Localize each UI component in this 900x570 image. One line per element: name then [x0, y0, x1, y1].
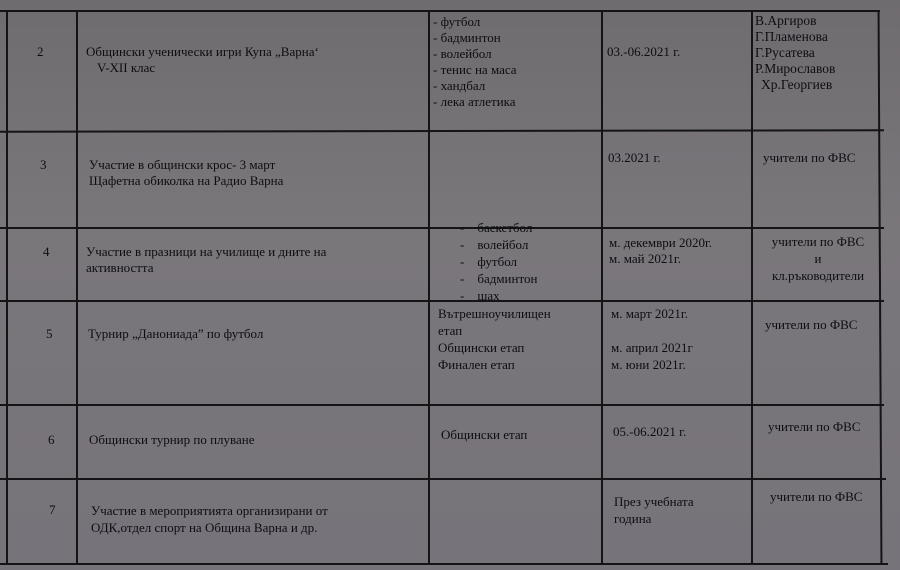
sport-item: - лека атлетика — [433, 94, 516, 109]
sports-cell: Общински етап — [441, 427, 528, 442]
date-line: м. март 2021г. — [611, 306, 689, 321]
event-cell — [86, 244, 326, 276]
sport-item: - тенис на маса — [433, 62, 517, 77]
column-divider — [428, 10, 430, 565]
sports-cell — [433, 14, 517, 110]
date-line: През учебната — [614, 494, 694, 509]
event-cell — [86, 44, 319, 76]
responsible-cell — [758, 233, 878, 284]
date-line: м. май 2021г. — [609, 251, 681, 266]
stage-line: етап — [438, 323, 463, 338]
sports-cell — [460, 219, 537, 304]
responsible-name: Г.Русатева — [755, 45, 815, 60]
date-line: м. декември 2020г. — [609, 235, 713, 250]
event-line: ОДК,отдел спорт на Община Варна и др. — [91, 520, 318, 535]
date-cell: 03.-06.2021 г. — [607, 44, 681, 59]
event-line: Общински ученически игри Купа „Варна‘ — [86, 44, 319, 59]
sport-item: - хандбал — [433, 78, 486, 93]
sports-cell — [438, 305, 551, 373]
event-cell — [91, 502, 328, 536]
event-line: V-XII клас — [97, 60, 156, 75]
date-line: година — [614, 511, 652, 526]
column-divider — [76, 10, 78, 565]
event-line: Участие в празници на училище и дните на — [86, 244, 327, 259]
date-line: м. април 2021г — [611, 340, 693, 355]
sport-item: - футбол — [433, 14, 481, 29]
table-border-bottom — [0, 563, 888, 565]
row-number: 3 — [40, 157, 47, 172]
row-number: 4 — [43, 244, 50, 259]
responsible-cell: учители по ФВС — [768, 419, 861, 434]
sport-item: - волейбол — [433, 46, 492, 61]
sport-item: - шах — [460, 288, 500, 303]
stage-line: Общински етап — [438, 340, 525, 355]
event-line: Участие в общински крос- 3 март — [89, 157, 276, 172]
event-cell: Турнир „Данониада” по футбол — [88, 326, 264, 341]
column-divider — [601, 10, 603, 565]
responsible-cell: учители по ФВС — [765, 317, 858, 332]
sport-item: - бадминтон — [433, 30, 501, 45]
sport-item: - волейбол — [460, 237, 529, 252]
sport-item: - баскетбол — [460, 220, 533, 235]
column-divider — [751, 10, 753, 565]
event-line: Щафетна обиколка на Радио Варна — [89, 173, 284, 188]
table-border-left — [6, 10, 8, 565]
date-cell — [611, 305, 693, 373]
date-cell — [614, 493, 694, 527]
date-cell: 05.-06.2021 г. — [613, 424, 687, 439]
responsible-name: Г.Пламенова — [755, 29, 828, 44]
event-line: активността — [86, 260, 154, 275]
row-number: 7 — [49, 502, 56, 517]
row-number: 6 — [48, 432, 55, 447]
stage-line: Вътрешноучилищен — [438, 306, 551, 321]
responsible-name: В.Аргиров — [755, 13, 817, 28]
row-number: 5 — [46, 326, 53, 341]
row-number: 2 — [37, 44, 44, 59]
sport-item: - футбол — [460, 254, 518, 269]
event-cell — [89, 157, 283, 189]
sport-item: - бадминтон — [460, 271, 538, 286]
responsible-name: Хр.Георгиев — [761, 77, 833, 92]
date-line — [611, 322, 693, 339]
responsible-line: и — [814, 251, 822, 266]
date-cell — [609, 235, 712, 267]
responsible-line: кл.ръководители — [771, 268, 865, 283]
responsible-cell: учители по ФВС — [770, 489, 863, 504]
responsible-name: Р.Мирославов — [755, 61, 836, 76]
row-divider — [0, 478, 886, 480]
table-border-right — [878, 10, 883, 565]
responsible-line: учители по ФВС — [771, 234, 865, 249]
date-line: м. юни 2021г. — [611, 357, 686, 372]
event-cell: Общински турнир по плуване — [89, 432, 255, 447]
table-border-top — [0, 10, 880, 12]
responsible-cell: учители по ФВС — [763, 150, 856, 165]
stage-line: Финален етап — [438, 357, 515, 372]
responsible-cell — [755, 13, 835, 93]
event-line: Участие в мероприятията организирани от — [91, 503, 328, 518]
date-cell: 03.2021 г. — [608, 150, 661, 165]
